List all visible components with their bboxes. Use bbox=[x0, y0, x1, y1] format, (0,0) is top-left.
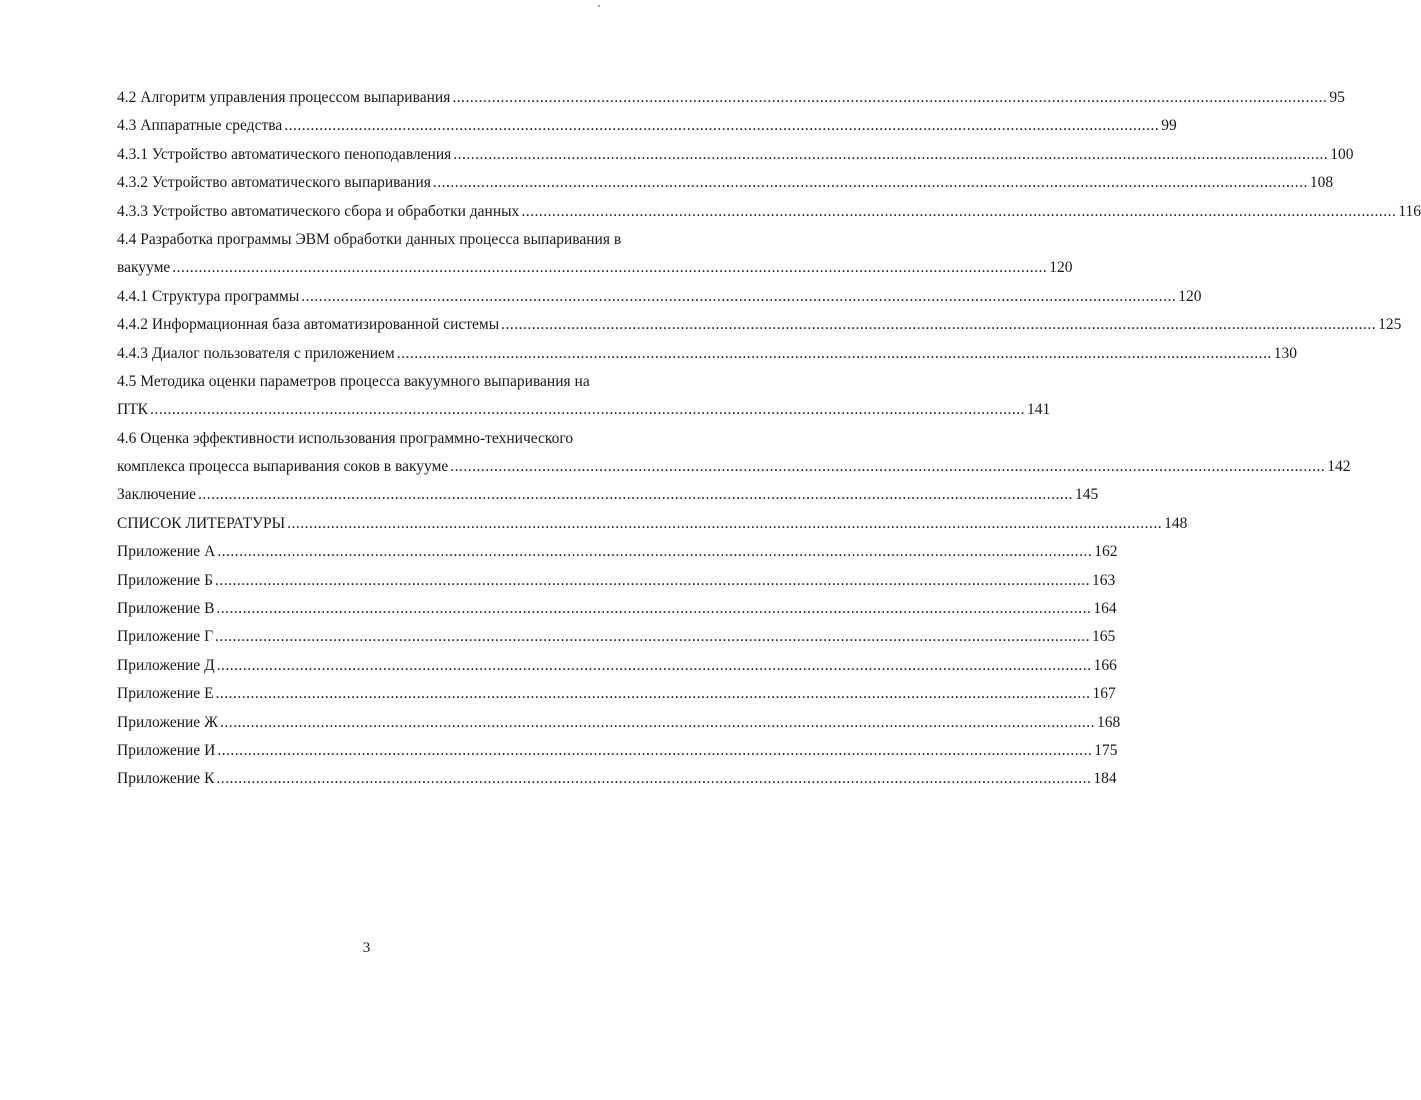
toc-leader-dots: ........................................................................................................................................................................................................ bbox=[501, 316, 1377, 334]
table-of-contents bbox=[117, 84, 1421, 794]
toc-entry-title: 4.3.1 Устройство автоматического пеноподавления bbox=[117, 145, 452, 163]
toc-leader-dots: ........................................................................................................................................................................................................ bbox=[521, 202, 1397, 220]
toc-leader-dots: ........................................................................................................................................................................................................ bbox=[215, 685, 1091, 703]
toc-entry-first-line: 4.5 Методика оценки параметров процесса вакуумного выпаривания на bbox=[117, 372, 590, 390]
toc-entry-title: 4.4.1 Структура программы bbox=[117, 287, 300, 305]
toc-entry-page: 100 bbox=[1330, 145, 1354, 163]
toc-entry-page: 95 bbox=[1329, 89, 1345, 106]
toc-entry-first-line: 4.6 Оценка эффективности использования программно-технического bbox=[117, 429, 574, 447]
toc-entry bbox=[117, 198, 1421, 226]
toc-entry-page: 148 bbox=[1164, 514, 1188, 532]
toc-entry-page: 120 bbox=[1049, 259, 1073, 277]
toc-entry-title: 4.2 Алгоритм управления процессом выпаривания bbox=[117, 89, 451, 106]
toc-entry-title: Приложение Е bbox=[117, 685, 214, 703]
toc-entry-page: 184 bbox=[1093, 770, 1117, 788]
toc-leader-dots: ........................................................................................................................................................................................................ bbox=[214, 571, 1090, 589]
toc-leader-dots: ........................................................................................................................................................................................................ bbox=[172, 259, 1048, 277]
toc-leader-dots: ........................................................................................................................................................................................................ bbox=[216, 656, 1092, 674]
toc-leader-dots: ........................................................................................................................................................................................................ bbox=[432, 174, 1308, 192]
toc-entry bbox=[117, 396, 1051, 424]
toc-leader-dots: ........................................................................................................................................................................................................ bbox=[216, 600, 1092, 618]
toc-entry-page: 145 bbox=[1075, 486, 1099, 504]
toc-entry-page: 125 bbox=[1378, 316, 1402, 334]
toc-leader-dots: ........................................................................................................................................................................................................ bbox=[284, 117, 1160, 135]
toc-entry-title: Приложение Ж bbox=[117, 713, 218, 731]
toc-entry bbox=[117, 141, 1354, 169]
toc-entry bbox=[117, 340, 1297, 368]
toc-entry bbox=[117, 567, 1116, 595]
toc-leader-dots: ........................................................................................................................................................................................................ bbox=[453, 145, 1329, 163]
toc-entry-page: 130 bbox=[1273, 344, 1297, 362]
toc-entry bbox=[117, 481, 1099, 509]
toc-entry-title: Приложение А bbox=[117, 543, 216, 561]
toc-entry bbox=[117, 311, 1402, 339]
toc-entry-page: 167 bbox=[1092, 685, 1116, 703]
toc-entry-title: СПИСОК ЛИТЕРАТУРЫ bbox=[117, 514, 286, 532]
toc-leader-dots: ........................................................................................................................................................................................................ bbox=[217, 543, 1093, 561]
toc-entry bbox=[117, 283, 1202, 311]
toc-entry bbox=[117, 510, 1188, 538]
toc-entry bbox=[117, 680, 1116, 708]
toc-leader-dots: ........................................................................................................................................................................................................ bbox=[215, 628, 1091, 646]
toc-leader-dots: ........................................................................................................................................................................................................ bbox=[198, 486, 1074, 504]
toc-entry-title: Заключение bbox=[117, 486, 197, 504]
toc-entry-title: 4.3 Аппаратные средства bbox=[117, 117, 283, 135]
toc-entry bbox=[117, 737, 1118, 765]
toc-entry-title: Приложение И bbox=[117, 741, 216, 759]
toc-entry-page: 141 bbox=[1027, 401, 1051, 419]
toc-entry-page: 168 bbox=[1096, 713, 1121, 731]
toc-entry bbox=[117, 112, 1177, 140]
toc-entry-title: ПТК bbox=[117, 401, 148, 419]
toc-leader-dots: ........................................................................................................................................................................................................ bbox=[452, 89, 1328, 106]
toc-entry bbox=[117, 652, 1117, 680]
toc-entry-page: 175 bbox=[1094, 741, 1118, 759]
toc-leader-dots: ........................................................................................................................................................................................................ bbox=[287, 514, 1163, 532]
toc-leader-dots: ........................................................................................................................................................................................................ bbox=[301, 287, 1177, 305]
toc-entry-title: Приложение К bbox=[117, 770, 215, 788]
toc-entry-title: Приложение В bbox=[117, 600, 215, 618]
toc-entry bbox=[117, 169, 1334, 197]
toc-entry bbox=[117, 538, 1118, 566]
toc-leader-dots: ........................................................................................................................................................................................................ bbox=[217, 741, 1093, 759]
toc-entry-title: 4.3.2 Устройство автоматического выпаривания bbox=[117, 174, 431, 192]
toc-entry-title: комплекса процесса выпаривания соков в вакууме bbox=[117, 458, 449, 476]
toc-entry-page: 116 bbox=[1398, 202, 1421, 220]
toc-leader-dots: ........................................................................................................................................................................................................ bbox=[216, 770, 1092, 788]
toc-entry-title: 4.4.2 Информационная база автоматизированной системы bbox=[117, 316, 500, 334]
toc-entry-title: вакууме bbox=[117, 259, 171, 277]
toc-entry-page: 108 bbox=[1309, 174, 1334, 192]
toc-entry-page: 166 bbox=[1093, 656, 1117, 674]
toc-entry bbox=[117, 84, 1345, 112]
toc-entry bbox=[117, 254, 1073, 282]
toc-entry-first-line: 4.4 Разработка программы ЭВМ обработки данных процесса выпаривания в bbox=[117, 230, 622, 248]
toc-entry bbox=[117, 709, 1121, 737]
toc-leader-dots: ........................................................................................................................................................................................................ bbox=[219, 713, 1095, 731]
toc-entry-title: 4.4.3 Диалог пользователя с приложением bbox=[117, 344, 395, 362]
toc-entry bbox=[117, 595, 1117, 623]
toc-entry-page: 165 bbox=[1092, 628, 1116, 646]
toc-entry-page: 162 bbox=[1094, 543, 1118, 561]
toc-entry-title: Приложение Б bbox=[117, 571, 213, 589]
toc-leader-dots: ........................................................................................................................................................................................................ bbox=[396, 344, 1272, 362]
toc-entry bbox=[117, 765, 1117, 793]
scan-speck bbox=[598, 5, 600, 7]
toc-entry bbox=[117, 623, 1116, 651]
toc-entry-page: 164 bbox=[1093, 600, 1117, 618]
toc-entry-page: 120 bbox=[1178, 287, 1202, 305]
toc-entry-page: 99 bbox=[1161, 117, 1177, 135]
toc-entry-page: 163 bbox=[1091, 571, 1116, 589]
toc-leader-dots: ........................................................................................................................................................................................................ bbox=[450, 458, 1326, 476]
toc-entry bbox=[117, 453, 1351, 481]
toc-entry-title: 4.3.3 Устройство автоматического сбора и обработки данных bbox=[117, 202, 520, 220]
toc-leader-dots: ........................................................................................................................................................................................................ bbox=[150, 401, 1025, 419]
toc-entry-title: Приложение Г bbox=[117, 628, 214, 646]
toc-entry-title: Приложение Д bbox=[117, 656, 215, 674]
toc-entry-page: 142 bbox=[1327, 458, 1351, 476]
page-number: 3 bbox=[362, 940, 371, 956]
